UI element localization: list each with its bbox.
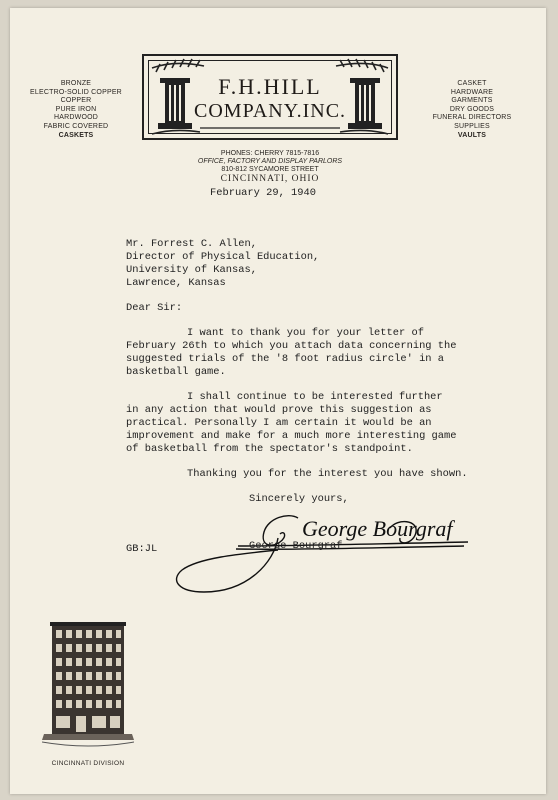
- street-line: 810-812 SYCAMORE STREET: [221, 166, 319, 173]
- initials: GB:JL: [126, 543, 158, 555]
- city-line: CINCINNATI, OHIO: [220, 174, 320, 184]
- left-product-bold: CASKETS: [58, 131, 94, 139]
- handwritten-signature: [168, 502, 478, 602]
- letter-date: February 29, 1940: [210, 187, 317, 199]
- building-engraving-icon: [42, 620, 134, 750]
- address-line: Mr. Forrest C. Allen,: [126, 238, 257, 250]
- right-product-list: [412, 80, 532, 140]
- right-product-item: HARDWARE: [450, 88, 494, 96]
- typed-name: George Bourgraf: [249, 540, 343, 552]
- company-logo: [142, 54, 398, 140]
- company-name: F.H.HILL: [218, 74, 322, 99]
- salutation: Dear Sir:: [126, 302, 183, 314]
- left-product-item: ELECTRO-SOLID COPPER: [30, 88, 122, 96]
- office-line: OFFICE, FACTORY AND DISPLAY PARLORS: [197, 158, 343, 165]
- right-product-item: CASKET: [457, 80, 487, 87]
- company-suffix: COMPANY.INC.: [194, 100, 347, 122]
- left-product-item: PURE IRON: [55, 105, 97, 113]
- address-line: University of Kansas,: [126, 264, 257, 276]
- paragraph-line: suggested trials of the '8 foot radius circle' in a: [126, 353, 445, 365]
- left-product-item: FABRIC COVERED: [43, 122, 109, 130]
- right-product-item: FUNERAL DIRECTORS: [432, 114, 512, 122]
- right-product-bold: VAULTS: [457, 131, 487, 139]
- left-product-item: BRONZE: [60, 80, 92, 87]
- paragraph-line: basketball game.: [126, 366, 226, 378]
- paragraph-line: I shall continue to be interested further: [187, 391, 443, 403]
- paragraph-line: in any action that would prove this suggestion as: [126, 404, 432, 416]
- left-product-item: COPPER: [60, 97, 92, 105]
- address-line: Director of Physical Education,: [126, 251, 320, 263]
- right-product-item: GARMENTS: [451, 97, 493, 105]
- paragraph-line: February 26th to which you attach data concerning the: [126, 340, 457, 352]
- right-product-item: DRY GOODS: [449, 105, 495, 113]
- paragraph-line: of basketball from the spectator's standpoint.: [126, 443, 413, 455]
- paragraph-line: I want to thank you for your letter of: [187, 327, 424, 339]
- signature-script-text: George Bourgraf: [302, 516, 453, 541]
- contact-block: [180, 150, 360, 183]
- paragraph-line: improvement and make for a much more interesting game: [126, 430, 457, 442]
- thanks-line: Thanking you for the interest you have shown.: [187, 468, 468, 480]
- left-product-list: [16, 80, 136, 140]
- left-product-item: HARDWOOD: [54, 114, 98, 122]
- division-label: CINCINNATI DIVISION: [51, 760, 125, 767]
- right-product-item: SUPPLIES: [454, 122, 490, 130]
- closing: Sincerely yours,: [249, 493, 349, 505]
- paragraph-line: practical. Personally I am certain it would be an: [126, 417, 432, 429]
- phones: PHONES: CHERRY 7815-7816: [220, 150, 320, 157]
- address-line: Lawrence, Kansas: [126, 277, 226, 289]
